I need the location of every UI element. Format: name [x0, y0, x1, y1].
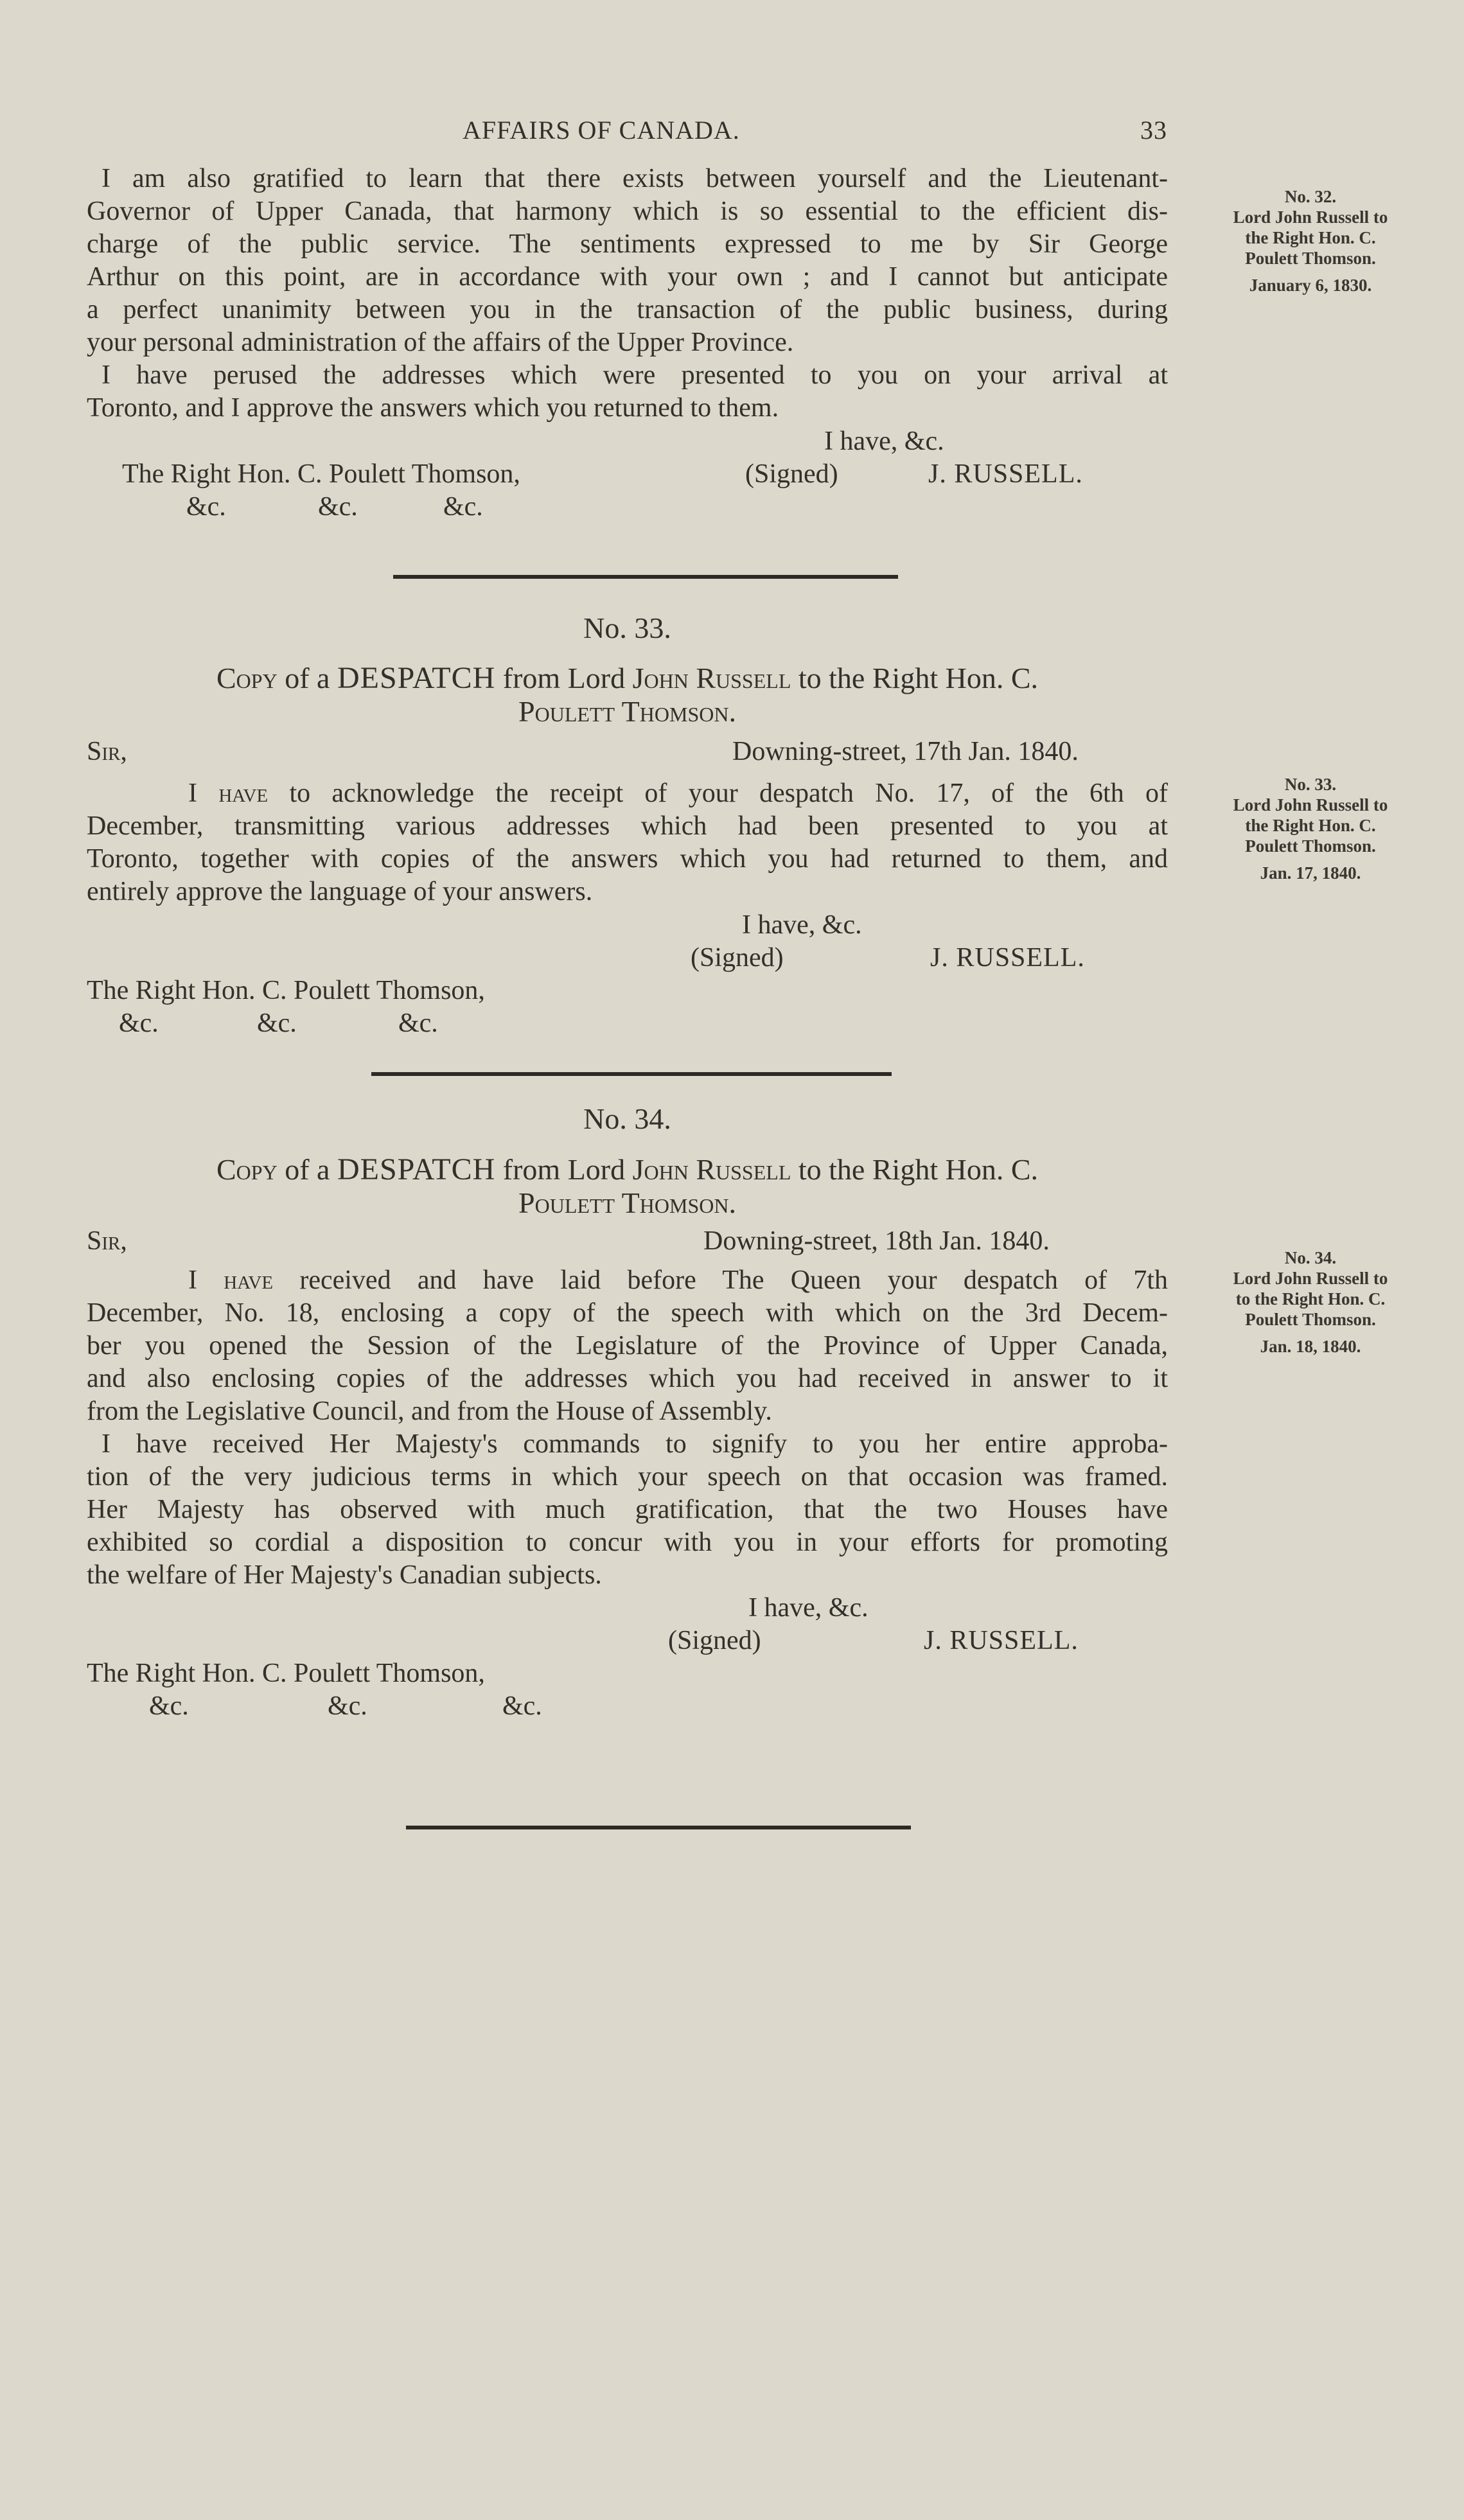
title-of: of a [285, 1153, 330, 1186]
paragraph-line: Toronto, and I approve the answers which you returned to them. [87, 393, 779, 423]
closing: I have, &c. [748, 1593, 869, 1623]
place-date: Downing-street, 18th Jan. 1840. [703, 1226, 1050, 1256]
etc: &c. [257, 1009, 297, 1038]
margin-note-line: Jan. 17, 1840. [1260, 863, 1361, 883]
paragraph-line: a perfect unanimity between you in the transaction of the public business, during [87, 295, 1168, 324]
signed-label: (Signed) [745, 459, 838, 489]
paragraph-line: charge of the public service. The sentiments expressed to me by Sir George [87, 229, 1168, 259]
etc: &c. [328, 1691, 367, 1721]
title-to: to the Right Hon. C. [798, 1153, 1038, 1186]
paragraph-line: I am also gratified to learn that there exists between yourself and the Lieutenant- [101, 164, 1168, 193]
section-rule [393, 575, 898, 579]
etc: &c. [443, 492, 483, 522]
paragraph-line: December, No. 18, enclosing a copy of the speech with which on the 3rd Decem- [87, 1298, 1168, 1328]
margin-note-line: Poulett Thomson. [1245, 249, 1376, 268]
despatch-number: No. 33. [583, 612, 671, 644]
title-despatch: DESPATCH [337, 661, 496, 695]
first-caps: have [224, 1265, 274, 1295]
title-copy: Copy [216, 662, 278, 694]
signature: J. RUSSELL. [924, 1626, 1079, 1655]
title-name: John Russell [632, 1153, 791, 1186]
paragraph-line: Her Majesty has observed with much gratification, that the two Houses have [87, 1495, 1168, 1524]
margin-note-line: Lord John Russell to [1233, 207, 1388, 227]
despatch-title [87, 1153, 1168, 1186]
etc: &c. [502, 1691, 542, 1721]
line-rest: to acknowledge the receipt of your despatch No. 17, of the 6th of [289, 779, 1169, 808]
margin-note-line: Lord John Russell to [1233, 1269, 1388, 1288]
signature: J. RUSSELL. [930, 943, 1085, 973]
paragraph-line: Arthur on this point, are in accordance with your own ; and I cannot but anticipate [87, 262, 1168, 292]
title-of: of a [285, 662, 330, 694]
paragraph-line: ber you opened the Session of the Legislature of the Province of Upper Canada, [87, 1331, 1168, 1361]
title-from: from Lord [502, 662, 626, 694]
despatch-title-line2: Poulett Thomson. [518, 695, 736, 728]
etc: &c. [398, 1009, 438, 1038]
first-word: I [188, 779, 197, 808]
etc: &c. [318, 492, 358, 522]
place-date: Downing-street, 17th Jan. 1840. [732, 737, 1079, 766]
margin-note-line: the Right Hon. C. [1245, 228, 1376, 247]
margin-note-line: Jan. 18, 1840. [1260, 1337, 1361, 1356]
closing: I have, &c. [824, 427, 944, 456]
paragraph-line: Governor of Upper Canada, that harmony which is so essential to the efficient dis- [87, 197, 1168, 226]
margin-note-line: No. 34. [1284, 1248, 1337, 1267]
first-word: I [188, 1265, 197, 1295]
paragraph-line: December, transmitting various addresses which had been presented to you at [87, 811, 1168, 841]
addressee: The Right Hon. C. Poulett Thomson, [87, 976, 485, 1005]
paragraph-line: from the Legislative Council, and from the House of Assembly. [87, 1397, 772, 1426]
salutation: Sir, [87, 1226, 127, 1256]
paragraph-line: Toronto, together with copies of the answers which you had returned to them, and [87, 844, 1168, 874]
signed-label: (Signed) [668, 1626, 761, 1655]
despatch-title [87, 662, 1168, 695]
paragraph-line: exhibited so cordial a disposition to concur with you in your efforts for promoting [87, 1528, 1168, 1557]
paragraph-line: your personal administration of the affairs of the Upper Province. [87, 328, 794, 357]
paragraph-line: tion of the very judicious terms in which your speech on that occasion was framed. [87, 1462, 1168, 1492]
paragraph-first-line [188, 777, 1168, 809]
page-number: 33 [1140, 116, 1167, 145]
margin-note-line: No. 32. [1284, 187, 1337, 206]
title-to: to the Right Hon. C. [798, 662, 1038, 694]
first-caps: have [218, 779, 269, 808]
title-from: from Lord [502, 1153, 626, 1186]
margin-note-line: to the Right Hon. C. [1235, 1289, 1386, 1308]
margin-note [1176, 774, 1445, 883]
title-name: John Russell [632, 662, 791, 694]
title-copy: Copy [216, 1153, 278, 1186]
title-despatch: DESPATCH [337, 1152, 496, 1186]
margin-note-line: January 6, 1830. [1249, 276, 1372, 295]
addressee: The Right Hon. C. Poulett Thomson, [87, 1659, 485, 1688]
despatch-title-line2: Poulett Thomson. [518, 1186, 736, 1219]
line-rest: received and have laid before The Queen your despatch of 7th [299, 1265, 1169, 1295]
signed-label: (Signed) [691, 943, 784, 973]
margin-note [1176, 1247, 1445, 1357]
signature: J. RUSSELL. [928, 459, 1083, 489]
etc: &c. [149, 1691, 189, 1721]
section-rule [371, 1072, 892, 1076]
paragraph-line: the welfare of Her Majesty's Canadian subjects. [87, 1560, 602, 1590]
paragraph-line: I have received Her Majesty's commands to signify to you her entire approba- [101, 1429, 1168, 1459]
margin-note-line: the Right Hon. C. [1245, 816, 1376, 835]
addressee: The Right Hon. C. Poulett Thomson, [122, 459, 520, 489]
margin-note-line: No. 33. [1284, 775, 1337, 794]
margin-note-line: Lord John Russell to [1233, 795, 1388, 815]
margin-note-line: Poulett Thomson. [1245, 836, 1376, 856]
margin-note-line: Poulett Thomson. [1245, 1310, 1376, 1329]
running-title: AFFAIRS OF CANADA. [463, 116, 740, 145]
section-rule [406, 1826, 911, 1829]
etc: &c. [119, 1009, 159, 1038]
despatch-number: No. 34. [583, 1102, 671, 1135]
paragraph-line: entirely approve the language of your answers. [87, 877, 593, 906]
salutation: Sir, [87, 737, 127, 766]
margin-note [1176, 186, 1445, 295]
paragraph-first-line [188, 1264, 1168, 1296]
closing: I have, &c. [742, 910, 862, 940]
etc: &c. [186, 492, 226, 522]
paragraph-line: and also enclosing copies of the addresses which you had received in answer to it [87, 1364, 1168, 1393]
paragraph-line: I have perused the addresses which were presented to you on your arrival at [101, 360, 1168, 390]
